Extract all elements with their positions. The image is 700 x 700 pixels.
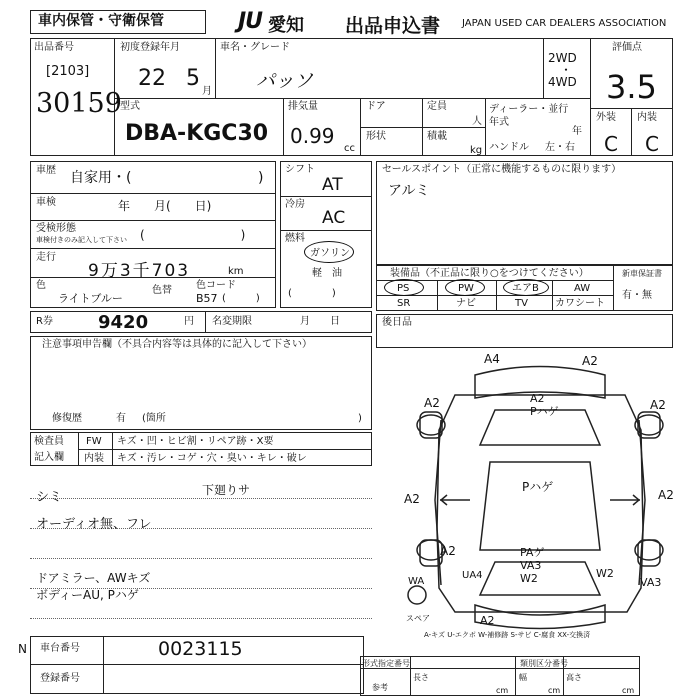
after-sale-label: 後日品 — [382, 317, 412, 328]
recycle-unit: 円 — [184, 316, 194, 327]
notes-label: 注意事項申告欄（不具合内容等は具体的に記入して下さい） — [42, 339, 312, 350]
color-code-paren: ( ) — [222, 293, 260, 304]
equip-leather: カワシート — [555, 298, 605, 309]
ac-value: AC — [322, 208, 346, 228]
ac-label: 冷房 — [285, 199, 305, 210]
capacity-unit: 人 — [472, 116, 482, 127]
disp-label: 排気量 — [288, 101, 318, 112]
equip-airbag: エアB — [512, 283, 539, 294]
mileage-unit: km — [228, 266, 244, 277]
equip-aw: AW — [574, 283, 591, 294]
shape-label: 形状 — [366, 131, 386, 142]
warranty-value: 有・無 — [622, 290, 652, 301]
after-sale-box — [376, 314, 673, 348]
history-close: ) — [258, 170, 264, 186]
dmg-a2-left-top: A2 — [424, 396, 440, 410]
dmg-a2-right-top: A2 — [650, 398, 666, 412]
dmg-a2-bottom: A2 — [480, 614, 495, 627]
note-5: ボディーAU, Pハゲ — [36, 588, 139, 602]
chassis-label: 車台番号 — [40, 643, 80, 654]
lot-number: 30159 — [36, 88, 122, 119]
height-label: 高さ — [566, 673, 582, 682]
repair-close: ) — [358, 413, 362, 424]
form-spec-label: 形式指定番号 — [362, 659, 410, 668]
history-label: 車歴 — [36, 165, 56, 176]
equip-navi: ナビ — [456, 298, 476, 309]
inspection-label: 車検 — [36, 197, 56, 208]
entry-label: 記入欄 — [34, 452, 64, 463]
model-label: 車名・グレード — [220, 42, 290, 53]
dmg-trunk: PAゲ VA3 W2 — [520, 546, 545, 585]
mileage-value: 9万3千703 — [88, 261, 191, 281]
shift-value: AT — [322, 175, 343, 195]
association-name: JAPAN USED CAR DEALERS ASSOCIATION — [462, 18, 667, 29]
equip-label: 装備品（不正品に限り○をつけてください） — [390, 268, 589, 279]
height-cm: cm — [622, 686, 635, 695]
sales-label: セールスポイント（正常に機能するものに限ります） — [382, 164, 622, 175]
drive-2wd: 2WD — [548, 51, 577, 65]
inspector-label: 検査員 — [34, 436, 64, 447]
warranty-label: 新車保証書 — [622, 269, 662, 278]
equip-airbag-circle — [503, 279, 549, 296]
ju-logo: JU — [238, 9, 263, 34]
dmg-hood: A2 Pハゲ — [530, 392, 559, 418]
form-title: 出品申込書 — [345, 15, 441, 37]
width-cm: cm — [548, 686, 561, 695]
color-code-label: 色コード — [196, 280, 236, 291]
width-label: 幅 — [519, 673, 527, 682]
equip-sr: SR — [397, 298, 411, 309]
lot-label: 出品番号 — [34, 42, 74, 53]
sales-value: アルミ — [388, 183, 430, 199]
name-change-value: 月 日 — [300, 316, 340, 327]
reg-year: 22 — [138, 66, 166, 91]
inspection-form-paren: ( ) — [140, 228, 246, 242]
chassis-value: 0023115 — [158, 638, 243, 660]
reg-no-label: 登録番号 — [40, 673, 80, 684]
length-cm: cm — [496, 686, 509, 695]
equip-ps-circle — [384, 279, 424, 296]
dmg-wa: WA — [408, 576, 425, 587]
fw-label: FW — [86, 436, 102, 447]
damage-legend: A-キズ U-エクボ W-補修跡 S-サビ C-腐食 XX-交換済 — [424, 631, 591, 639]
dmg-a2-bottom-left: A2 — [440, 544, 456, 558]
length-label: 長さ — [413, 673, 429, 682]
sales-box — [376, 161, 673, 265]
interior-label: 内装 — [637, 112, 657, 123]
drive-sep: ・ — [560, 63, 573, 77]
reg-month: 5 — [186, 66, 200, 91]
model-value: パッソ — [256, 70, 314, 92]
disp-unit: cc — [344, 143, 355, 154]
color-value: ライトブルー — [58, 292, 123, 305]
fw-items: キズ・凹・ヒビ割・リペア跡・X要 — [117, 436, 274, 447]
repair-value: 有 — [116, 413, 126, 424]
dealer-label: ディーラー・並行 — [489, 104, 569, 115]
year-mark: 年 — [572, 126, 582, 137]
type-value: DBA-KGC30 — [125, 121, 269, 146]
lot-prefix: [2103] — [46, 64, 90, 79]
repair-parts: (箇所 — [142, 413, 166, 424]
doors-label: ドア — [366, 101, 386, 112]
inspection-form-label: 受検形態 — [36, 223, 76, 234]
note-2: 下廻りサ — [202, 483, 251, 497]
fuel-light: 軽 油 — [312, 268, 342, 279]
ref-label: 参考 — [372, 683, 388, 692]
type-label: 型式 — [120, 101, 140, 112]
equip-pw: PW — [458, 283, 474, 294]
category-label: 類別区分番号 — [520, 659, 568, 668]
storage-title: 車内保管・守衛保管 — [38, 13, 164, 29]
dmg-a2-top-right: A2 — [582, 354, 598, 368]
inspection-form-note: 車検付きのみ記入して下さい — [36, 236, 127, 244]
dmg-a4: A4 — [484, 352, 500, 366]
mileage-label: 走行 — [36, 252, 56, 263]
org-name: 愛知 — [268, 15, 304, 36]
capacity-label: 定員 — [427, 101, 447, 112]
dmg-a2-left: A2 — [404, 492, 420, 506]
color-label: 色 — [36, 280, 46, 291]
color-code-value: B57 — [196, 292, 218, 305]
grade-value: 3.5 — [606, 68, 657, 106]
year-label: 年式 — [489, 117, 509, 128]
load-unit: kg — [470, 145, 483, 156]
fuel-paren: ( ) — [288, 288, 336, 299]
equip-tv: TV — [515, 298, 528, 309]
fuel-label: 燃料 — [285, 233, 305, 244]
repair-label: 修復歴 — [52, 413, 82, 424]
exterior-value: C — [604, 132, 618, 156]
disp-value: 0.99 — [290, 124, 335, 148]
inspection-value: 年 月( 日) — [118, 199, 212, 213]
fuel-gas-circle — [304, 241, 354, 263]
handle-value: 左・右 — [545, 142, 575, 153]
drive-4wd: 4WD — [548, 75, 577, 89]
interior-row-label: 内装 — [84, 453, 104, 464]
reg-label: 初度登録年月 — [120, 42, 180, 53]
n-mark: N — [18, 642, 27, 656]
handle-label: ハンドル — [489, 142, 529, 153]
note-4: ドアミラー、AWキズ — [36, 571, 151, 585]
dmg-ua4: UA4 — [462, 570, 483, 581]
repaint-label: 色替 — [152, 285, 172, 296]
dmg-va3: VA3 — [640, 576, 662, 589]
equip-pw-circle — [445, 279, 485, 296]
note-1: シミ — [36, 490, 63, 505]
exterior-label: 外装 — [596, 112, 616, 123]
equip-ps: PS — [397, 283, 410, 294]
note-3: オーディオ無、フレ — [36, 517, 152, 532]
grade-label: 評価点 — [612, 42, 642, 53]
interior-items: キズ・汚レ・コゲ・穴・臭い・キレ・破レ — [117, 453, 307, 464]
recycle-label: R券 — [36, 316, 53, 327]
load-label: 積載 — [427, 131, 447, 142]
shift-label: シフト — [285, 164, 315, 175]
dmg-spare: スペア — [406, 614, 430, 623]
interior-value: C — [645, 132, 659, 156]
dmg-a2-right: A2 — [658, 488, 674, 502]
fuel-gas: ガソリン — [310, 248, 350, 259]
history-value: 自家用・( — [70, 170, 132, 186]
dmg-roof: Pハゲ — [522, 480, 554, 494]
month-unit: 月 — [202, 86, 212, 97]
name-change-label: 名変期限 — [212, 316, 252, 327]
dmg-w2: W2 — [596, 567, 614, 580]
recycle-value: 9420 — [98, 312, 149, 333]
